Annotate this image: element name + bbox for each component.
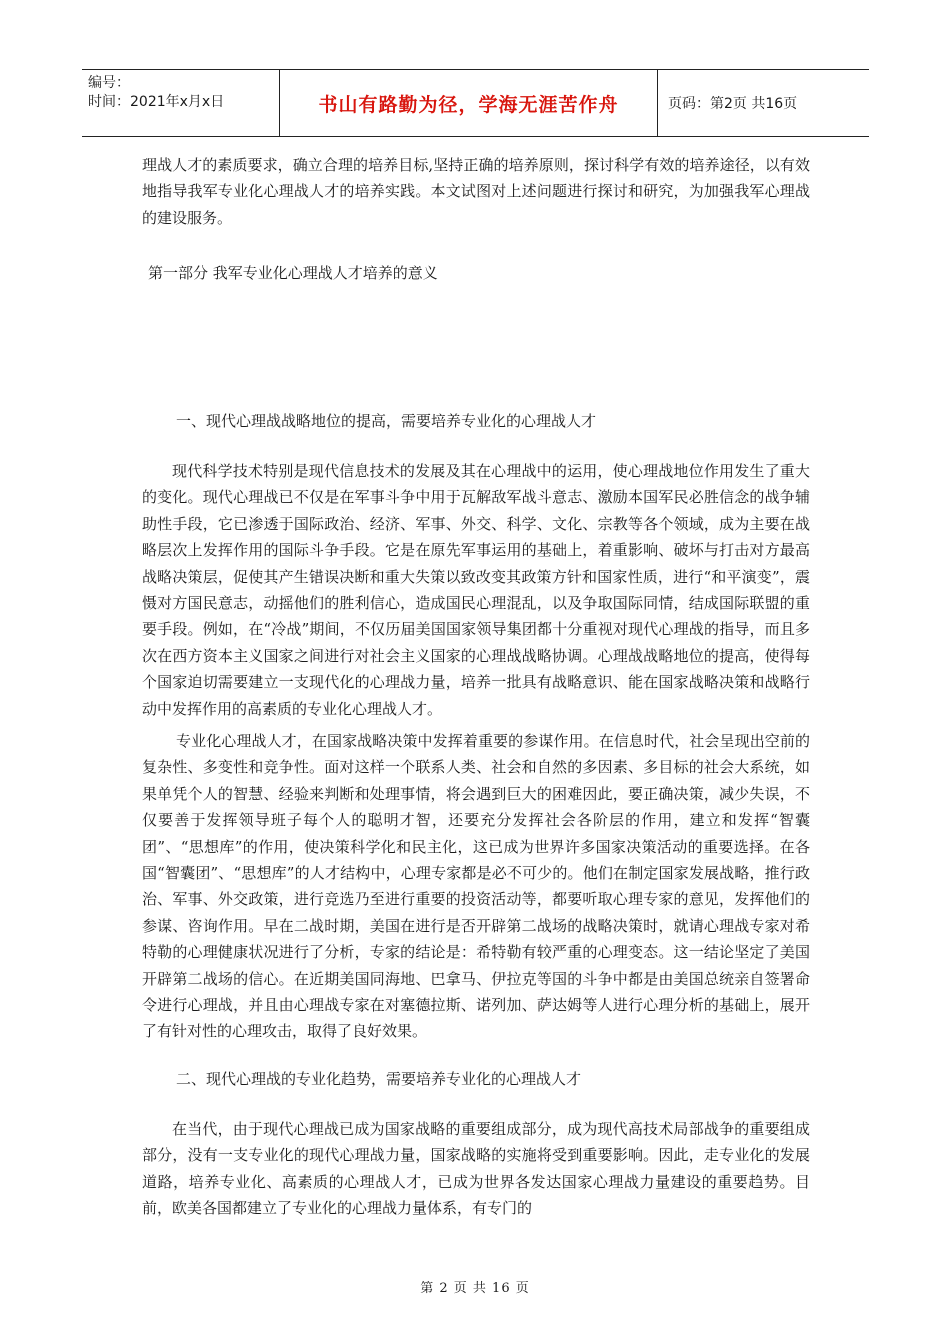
section-2-paragraph-1: 在当代，由于现代心理战已成为国家战略的重要组成部分，成为现代高技术局部战争的重要组成部分，没有一支专业化的现代心理战力量，国家战略的实施将受到重要影响。因此，走专业化的发展道路，培养专业化、高素质的心理战人才，已成为世界各发达国家心理战力量建设的重要趋势。目前，欧美各国都建立了专业化的心理战力量体系，有专门的: [142, 1120, 810, 1218]
intro-paragraph: 理战人才的素质要求，确立合理的培养目标,坚持正确的培养原则，探讨科学有效的培养途径，以有效地指导我军专业化心理战人才的培养实践。本文试图对上述问题进行探讨和研究，为加强我军心理战的建设服务。: [142, 156, 810, 227]
header-meta: [82, 70, 280, 136]
header-page-info: 页码：第2页 共16页: [668, 96, 798, 112]
document-date: 时间：2021年x月x日: [88, 94, 225, 110]
document-number-label: 编号：: [88, 75, 130, 91]
part-title: 第一部分 我军专业化心理战人才培养的意义: [148, 264, 438, 282]
section-1-paragraph-1: 现代科学技术特别是现代信息技术的发展及其在心理战中的运用，使心理战地位作用发生了重大的变化。现代心理战已不仅是在军事斗争中用于瓦解敌军战斗意志、激励本国军民必胜信念的战争辅助性手段，它已渗透于国际政治、经济、军事、外交、科学、文化、宗教等各个领域，成为主要在战略层次上发挥作用的国际斗争手段。它是在原先军事运用的基础上，着重影响、破坏与打击对方最高战略决策层，促使其产生错误决断和重大失策以致改变其政策方针和国家性质，进行“和平演变”，震慑对方国民意志，动摇他们的胜利信心，造成国民心理混乱，以及争取国际同情，结成国际联盟的重要手段。例如，在“冷战”期间，不仅历届美国国家领导集团都十分重视对现代心理战的指导，而且多次在西方资本主义国家之间进行对社会主义国家的心理战战略协调。心理战战略地位的提高，使得每个国家迫切需要建立一支现代化的心理战力量，培养一批具有战略意识、能在国家战略决策和战略行动中发挥作用的高素质的专业化心理战人才。: [142, 462, 810, 718]
section-1-paragraph-2: 专业化心理战人才，在国家战略决策中发挥着重要的参谋作用。在信息时代，社会呈现出空前的复杂性、多变性和竞争性。面对这样一个联系人类、社会和自然的多因素、多目标的社会大系统，如果单凭个人的智慧、经验来判断和处理事情，将会遇到巨大的困难因此，要正确决策，减少失误，不仅要善于发挥领导班子每个人的聪明才智，还要充分发挥社会各阶层的作用，建立和发挥“智囊团”、“思想库”的作用，使决策科学化和民主化，这已成为世界许多国家决策活动的重要选择。在各国“智囊团”、“思想库”的人才结构中，心理专家都是必不可少的。他们在制定国家发展战略，推行政治、军事、外交政策，进行竞选乃至进行重要的投资活动等，都要听取心理专家的意见，发挥他们的参谋、咨询作用。早在二战时期，美国在进行是否开辟第二战场的战略决策时，就请心理战专家对希特勒的心理健康状况进行了分析，专家的结论是：希特勒有较严重的心理变态。这一结论坚定了美国开辟第二战场的信心。在近期美国同海地、巴拿马、伊拉克等国的斗争中都是由美国总统亲自签署命令进行心理战，并且由心理战专家在对塞德拉斯、诺列加、萨达姆等人进行心理分析的基础上，展开了有针对性的心理攻击，取得了良好效果。: [142, 732, 810, 1041]
document-body: [142, 152, 810, 1218]
section-1-title: 一、现代心理战战略地位的提高，需要培养专业化的心理战人才: [176, 412, 597, 430]
header-motto: 书山有路勤为径，学海无涯苦作舟: [280, 70, 658, 136]
page-header: [82, 69, 869, 137]
section-2-title: 二、现代心理战的专业化趋势，需要培养专业化的心理战人才: [176, 1070, 582, 1088]
page-footer: 第 2 页 共 16 页: [420, 1281, 530, 1296]
